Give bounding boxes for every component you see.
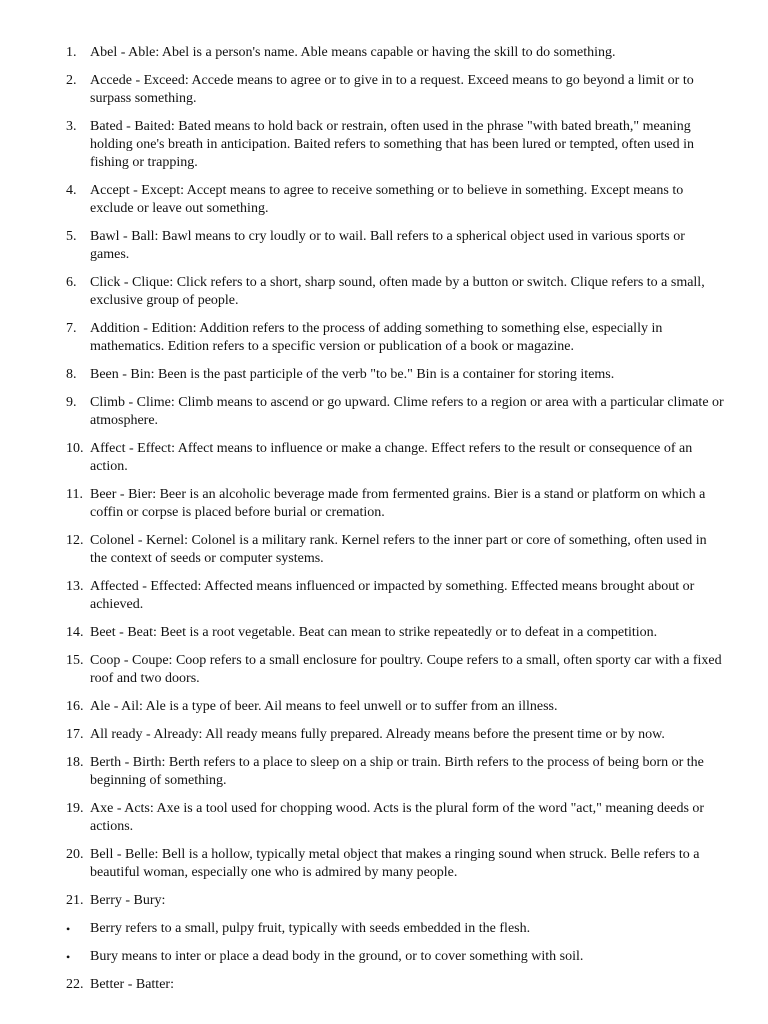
item-number: 3. (66, 119, 77, 134)
document-page (0, 44, 768, 1004)
item-number: 19. (66, 801, 84, 816)
item-text: Beet - Beat: Beet is a root vegetable. Beat can mean to strike repeatedly or to defeat in a competition. (90, 625, 658, 640)
item-number: 7. (66, 321, 77, 336)
list-item (0, 228, 768, 264)
bullet-icon: • (66, 922, 71, 936)
item-number: 16. (66, 699, 84, 714)
list-item (0, 118, 768, 172)
item-text: Berry - Bury: (90, 893, 166, 908)
homophone-list (0, 44, 768, 994)
item-text: Berth - Birth: Berth refers to a place to sleep on a ship or train. Birth refers to the process of being born or the beginning of something. (90, 755, 704, 788)
list-item (0, 892, 768, 910)
item-number: 20. (66, 847, 84, 862)
item-text: Accede - Exceed: Accede means to agree or to give in to a request. Exceed means to go beyond a limit or to surpass something. (90, 73, 694, 106)
item-number: 1. (66, 45, 77, 60)
item-number: 21. (66, 893, 84, 908)
bullet-item (0, 920, 768, 938)
item-text: Addition - Edition: Addition refers to the process of adding something to something else, especially in mathematics. Edition refers to a specific version or publication of a book or magazine. (90, 321, 663, 354)
item-text: Accept - Except: Accept means to agree to receive something or to believe in something. Except means to exclude or leave out something. (90, 183, 684, 216)
item-text: Colonel - Kernel: Colonel is a military rank. Kernel refers to the inner part or core of something, often used in the context of seeds or computer systems. (90, 533, 707, 566)
item-text: Climb - Clime: Climb means to ascend or go upward. Clime refers to a region or area with a particular climate or atmosphere. (90, 395, 724, 428)
item-text: Coop - Coupe: Coop refers to a small enclosure for poultry. Coupe refers to a small, often sporty car with a fixed roof and two doors. (90, 653, 722, 686)
item-number: 8. (66, 367, 77, 382)
item-number: 13. (66, 579, 84, 594)
item-number: 18. (66, 755, 84, 770)
item-number: 6. (66, 275, 77, 290)
list-item (0, 976, 768, 994)
item-text: Beer - Bier: Beer is an alcoholic beverage made from fermented grains. Bier is a stand or platform on which a coffin or corpse is placed before burial or cremation. (90, 487, 706, 520)
list-item (0, 754, 768, 790)
item-number: 5. (66, 229, 77, 244)
item-text: Bell - Belle: Bell is a hollow, typically metal object that makes a ringing sound when struck. Belle refers to a beautiful woman, especially one who is admired by many people. (90, 847, 700, 880)
item-text: Affected - Effected: Affected means influenced or impacted by something. Effected means brought about or achieved. (90, 579, 695, 612)
bullet-text: Bury means to inter or place a dead body in the ground, or to cover something with soil. (90, 949, 584, 964)
bullet-item (0, 948, 768, 966)
item-text: Ale - Ail: Ale is a type of beer. Ail means to feel unwell or to suffer from an illness. (90, 699, 558, 714)
list-item (0, 846, 768, 882)
item-text: Bated - Baited: Bated means to hold back or restrain, often used in the phrase "with bated breath," meaning holding one's breath in anticipation. Baited refers to something that has been lured or tempted, often used in fishing or trapping. (90, 119, 694, 170)
list-item (0, 182, 768, 218)
list-item (0, 726, 768, 744)
list-item (0, 698, 768, 716)
list-item (0, 440, 768, 476)
list-item (0, 486, 768, 522)
list-item (0, 578, 768, 614)
item-number: 2. (66, 73, 77, 88)
item-text: Been - Bin: Been is the past participle of the verb "to be." Bin is a container for storing items. (90, 367, 615, 382)
list-item (0, 624, 768, 642)
item-number: 22. (66, 977, 84, 992)
list-item (0, 44, 768, 62)
item-number: 10. (66, 441, 84, 456)
list-item (0, 72, 768, 108)
item-text: All ready - Already: All ready means fully prepared. Already means before the present time or by now. (90, 727, 665, 742)
item-number: 11. (66, 487, 83, 502)
item-number: 14. (66, 625, 84, 640)
item-text: Better - Batter: (90, 977, 174, 992)
item-number: 4. (66, 183, 77, 198)
item-text: Click - Clique: Click refers to a short, sharp sound, often made by a button or switch. Clique refers to a small, exclusive group of people. (90, 275, 705, 308)
item-text: Bawl - Ball: Bawl means to cry loudly or to wail. Ball refers to a spherical object used in various sports or games. (90, 229, 685, 262)
bullet-icon: • (66, 950, 71, 964)
item-number: 15. (66, 653, 84, 668)
item-text: Abel - Able: Abel is a person's name. Able means capable or having the skill to do something. (90, 45, 616, 60)
item-number: 17. (66, 727, 84, 742)
list-item (0, 366, 768, 384)
item-number: 12. (66, 533, 84, 548)
list-item (0, 652, 768, 688)
item-text: Affect - Effect: Affect means to influence or make a change. Effect refers to the result or consequence of an action. (90, 441, 693, 474)
list-item (0, 394, 768, 430)
item-number: 9. (66, 395, 77, 410)
bullet-text: Berry refers to a small, pulpy fruit, typically with seeds embedded in the flesh. (90, 921, 531, 936)
list-item (0, 532, 768, 568)
list-item (0, 274, 768, 310)
list-item (0, 320, 768, 356)
item-text: Axe - Acts: Axe is a tool used for chopping wood. Acts is the plural form of the word "act," meaning deeds or actions. (90, 801, 705, 834)
list-item (0, 800, 768, 836)
